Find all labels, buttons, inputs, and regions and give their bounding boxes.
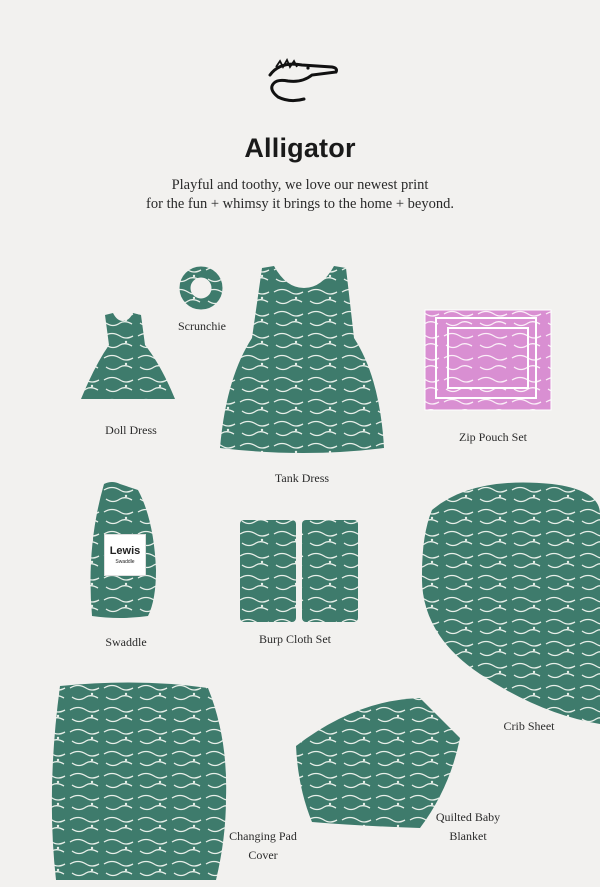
label-crib-sheet: Crib Sheet (503, 719, 555, 733)
burp-cloth-image (240, 520, 296, 622)
label-scrunchie: Scrunchie (178, 319, 226, 333)
label-quilted-baby-blanket (426, 808, 510, 846)
burp-cloth-image (302, 520, 358, 622)
label-doll-dress: Doll Dress (105, 423, 157, 437)
doll-dress-image (81, 313, 175, 399)
zip-pouch-image (425, 310, 551, 410)
label-zip-pouch-set: Zip Pouch Set (459, 430, 527, 444)
tank-dress-image (220, 266, 384, 453)
label-tank-dress: Tank Dress (274, 471, 330, 485)
label-changing-pad-cover-line-2: Cover (248, 848, 278, 862)
crib-sheet-image (422, 482, 600, 724)
label-changing-pad-cover-line-1: Changing Pad (229, 829, 297, 843)
alligator-icon (270, 60, 337, 101)
swaddle-tag-brand: Lewis (109, 545, 141, 557)
scrunchie-image (185, 272, 217, 304)
tagline-line-2: for the fun + whimsy it brings to the home + beyond. (146, 196, 454, 212)
page-title: Alligator (244, 133, 356, 163)
label-burp-cloth-set: Burp Cloth Set (258, 632, 331, 646)
changing-pad-cover-image (52, 682, 226, 880)
tagline (0, 176, 600, 214)
swaddle-tag-sub: Swaddle (115, 559, 135, 565)
swaddle-tag (104, 534, 146, 576)
label-quilted-baby-blanket-line-1: Quilted Baby (435, 810, 501, 824)
label-quilted-baby-blanket-line-2: Blanket (449, 829, 487, 843)
label-swaddle: Swaddle (105, 635, 147, 649)
tagline-line-1: Playful and toothy, we love our newest print (171, 177, 429, 193)
label-changing-pad-cover (221, 827, 305, 865)
